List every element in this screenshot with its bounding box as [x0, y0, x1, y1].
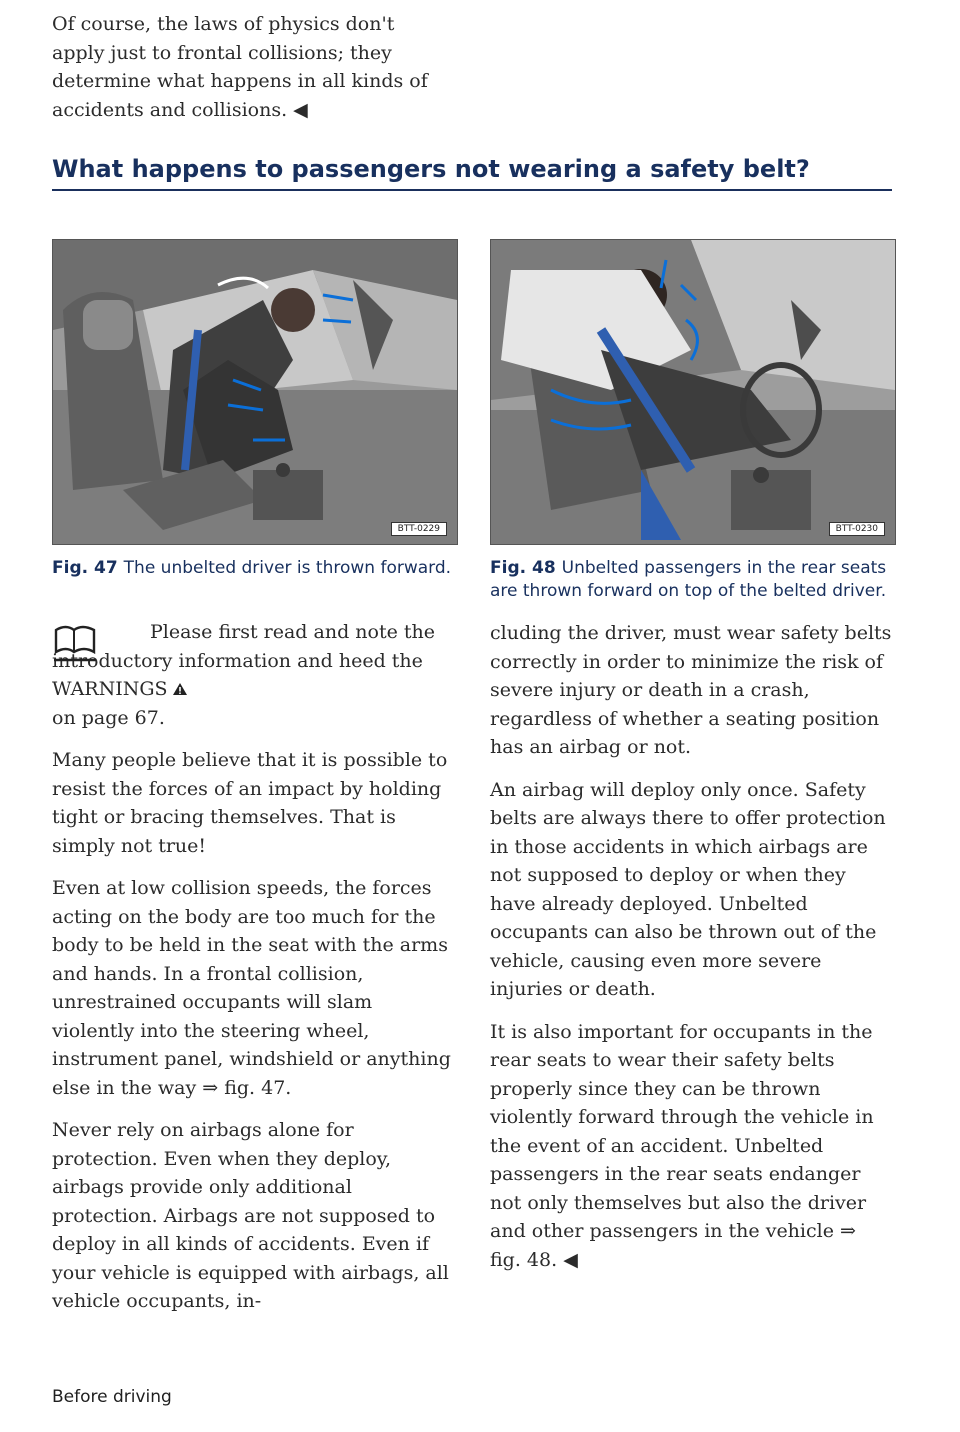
figure-code: BTT-0230: [829, 522, 885, 536]
rear-passenger-thrown-forward-illustration: [491, 240, 895, 544]
body-paragraph: Never rely on airbags alone for protection. Even when they deploy, airbags provide only additional protection. Airbags are not supposed to deploy in all kinds of accidents. Even if your vehicle is equipped with airbags, all vehicle occupants, in-: [52, 1119, 449, 1312]
intro-paragraph: Of course, the laws of physics don't apply just to frontal collisions; they determine what happens in all kinds of accidents and collisions. ◀: [52, 10, 452, 124]
body-paragraph: Even at low collision speeds, the forces acting on the body are too much for the body to be held in the seat with the arms and hands. In a frontal collision, unrestrained occupants will slam violently into the steering wheel, instrument panel, windshield or anything else in the way ⇒ fig. 47.: [52, 877, 451, 1099]
figure-code: BTT-0229: [391, 522, 447, 536]
note-paragraph: Please first read and note the introductory information and heed the WARNINGS on page 67.: [52, 621, 435, 729]
figure-48-caption: [490, 557, 894, 603]
body-paragraph: An airbag will deploy only once. Safety belts are always there to offer protection in those accidents in which airbags are not supposed to deploy or when they have already deployed. Unbelted occupants can also be thrown out of the vehicle, causing even more severe injuries or death.: [490, 778, 886, 1000]
figure-number: Fig. 48: [490, 558, 556, 578]
right-text-column: [490, 619, 892, 1288]
body-paragraph: cluding the driver, must wear safety belts correctly in order to minimize the risk of severe injury or death in a crash, regardless of whether a seating position has an airbag or not.: [490, 622, 892, 758]
intro-block: [52, 10, 452, 138]
end-of-section-icon: ◀: [563, 1248, 578, 1271]
figure-47-caption: [52, 557, 456, 580]
introductory-note: [52, 618, 454, 732]
figure-48-illustration: [490, 239, 896, 545]
book-icon: [52, 624, 98, 664]
body-paragraph: It is also important for occupants in the rear seats to wear their safety belts properly since they can be thrown violently forward through the vehicle in the event of an accident. Unbelted passengers in the rear seats endanger not only themselves but also the driver and other passengers in the vehicle ⇒ fig. 48. ◀: [490, 1018, 892, 1275]
body-paragraph: Many people believe that it is possible to resist the forces of an impact by holding tight or bracing themselves. That is simply not true!: [52, 749, 448, 857]
driver-thrown-forward-illustration: [53, 240, 457, 544]
figure-caption-text: The unbelted driver is thrown forward.: [123, 558, 452, 578]
warning-triangle-icon: [172, 682, 188, 696]
end-of-section-icon: ◀: [293, 98, 308, 121]
figure-47-illustration: [52, 239, 458, 545]
section-title: What happens to passengers not wearing a safety belt?: [52, 155, 892, 191]
figure-number: Fig. 47: [52, 558, 118, 578]
figure-caption-text: Unbelted passengers in the rear seats are thrown forward on top of the belted driver.: [490, 558, 887, 601]
left-text-column: [52, 618, 454, 1330]
page-footer: Before driving: [52, 1387, 172, 1407]
